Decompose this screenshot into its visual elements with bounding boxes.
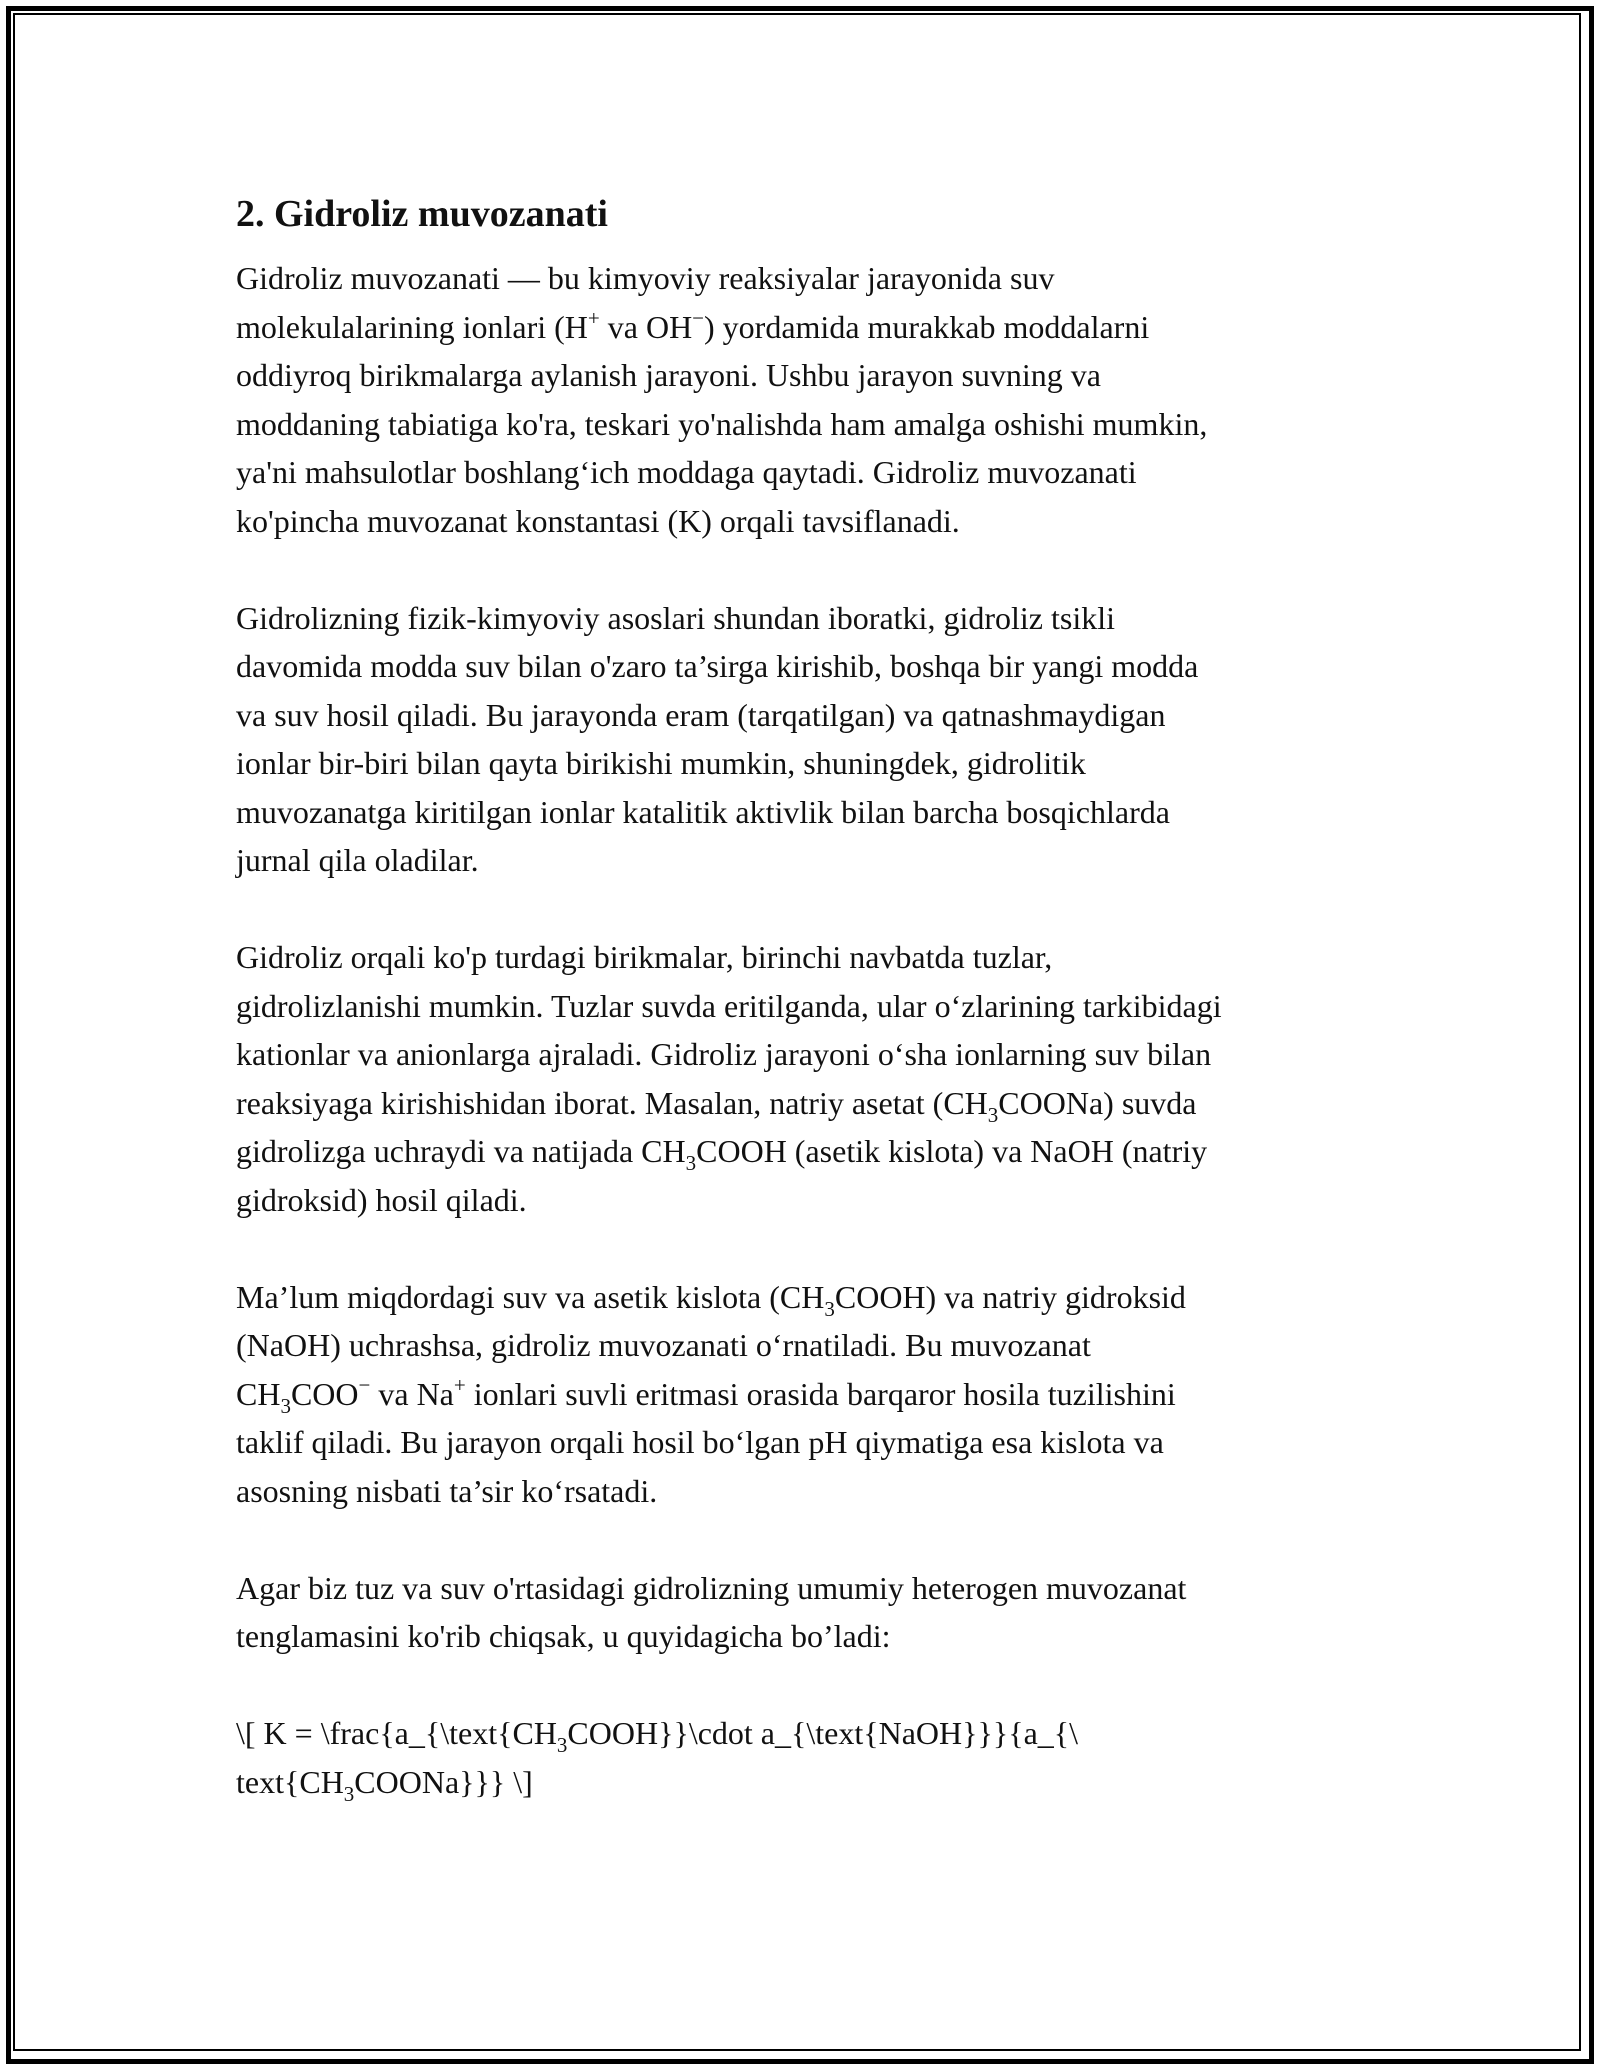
text-line: Gidroliz muvozanati — bu kimyoviy reaksiyalar jarayonida suv [236, 260, 1055, 296]
text-line: Agar biz tuz va suv o'rtasidagi gidrolizning umumiy heterogen muvozanat [236, 1569, 1187, 1606]
paragraph-6 [236, 1709, 1386, 1806]
text-line: muvozanatga kiritilgan ionlar katalitik aktivlik bilan barcha bosqichlarda [236, 793, 1170, 830]
section-heading: 2. Gidroliz muvozanati [236, 193, 608, 235]
text-line: Gidroliz orqali ko'p turdagi birikmalar, birinchi navbatda tuzlar, [236, 939, 1053, 975]
superscript: + [453, 1372, 466, 1397]
paragraph-2 [236, 594, 1386, 885]
text-line: reaksiyaga kirishishidan iborat. Masalan, natriy asetat $(CH_3COONa)$ suvda [236, 1084, 1197, 1127]
text-line: Gidrolizning fizik-kimyoviy asoslari shundan iboratki, gidroliz tsikli [236, 599, 1115, 636]
subscript: 3 [824, 1296, 835, 1321]
text-line: $text\{CH_3COONa\}$}} \] [236, 1763, 533, 1806]
text-line: moddaning tabiatiga ko'ra, teskari yo'nalishda ham amalga oshishi mumkin, [236, 405, 1208, 442]
subscript: 3 [685, 1151, 697, 1175]
text-line: va suv hosil qiladi. Bu jarayonda eram (tarqatilgan) va qatnashmaydigan [236, 696, 1166, 733]
text-line: \[ $K = \backslash frac\{a\_\{\backslash text\{CH_3COOH\}\}\backslash cdot$ a_{\text{NaOH}}}{a_{\ [236, 1715, 1079, 1757]
superscript: − [358, 1372, 371, 1397]
superscript: − [692, 305, 705, 330]
subscript: 3 [280, 1393, 291, 1418]
text-line: asosning nisbati ta’sir ko‘rsatadi. [236, 1472, 658, 1509]
document-body [236, 186, 1386, 1855]
text-line: gidroksid) hosil qiladi. [236, 1181, 527, 1218]
paragraph-4 [236, 1273, 1386, 1516]
text-line: tenglamasini ko'rib chiqsak, u quyidagicha bo’ladi: [236, 1618, 891, 1654]
text-line: ya'ni mahsulotlar boshlang‘ich moddaga qaytadi. Gidroliz muvozanati [236, 454, 1137, 490]
text-line: Ma’lum miqdordagi suv va asetik kislota $(CH_3COOH)$ va natriy gidroksid [236, 1278, 1186, 1321]
subscript: 3 [556, 1733, 568, 1757]
text-line: ko'pincha muvozanat konstantasi (K) orqali tavsiflanadi. [236, 502, 960, 539]
text-line: (NaOH) uchrashsa, gidroliz muvozanati o‘rnatiladi. Bu muvozanat [236, 1327, 1091, 1363]
text-line: molekulalarining ionlari (H+ va OH−) yordamida murakkab moddalarni [236, 305, 1150, 345]
text-line: kationlar va anionlarga ajraladi. Gidroliz jarayoni o‘sha ionlarning suv bilan [236, 1036, 1212, 1072]
text-line: $CH_3COO^-$ va Na+ ionlari suvli eritmasi orasida barqaror hosila tuzilishini [236, 1372, 1176, 1418]
paragraph-5 [236, 1564, 1386, 1661]
subscript: 3 [987, 1102, 999, 1127]
text-line: oddiyroq birikmalarga aylanish jarayoni. Ushbu jarayon suvning va [236, 357, 1101, 393]
text-line: gidrolizlanishi mumkin. Tuzlar suvda eritilganda, ular o‘zlarining tarkibidagi [236, 987, 1222, 1024]
paragraph-3 [236, 933, 1386, 1224]
paragraph-1 [236, 254, 1386, 545]
paragraph-list [236, 254, 1386, 1806]
superscript: + [587, 305, 600, 330]
text-line: taklif qiladi. Bu jarayon orqali hosil bo‘lgan pH qiymatiga esa kislota va [236, 1424, 1164, 1460]
text-line: gidrolizga uchraydi va natijada $CH_3COOH$ (asetik kislota) va NaOH (natriy [236, 1133, 1208, 1175]
subscript: 3 [343, 1781, 355, 1806]
text-line: jurnal qila oladilar. [236, 842, 479, 878]
text-line: ionlar bir-biri bilan qayta birikishi mumkin, shuningdek, gidrolitik [236, 745, 1086, 781]
text-line: davomida modda suv bilan o'zaro ta’sirga kirishib, boshqa bir yangi modda [236, 648, 1199, 684]
